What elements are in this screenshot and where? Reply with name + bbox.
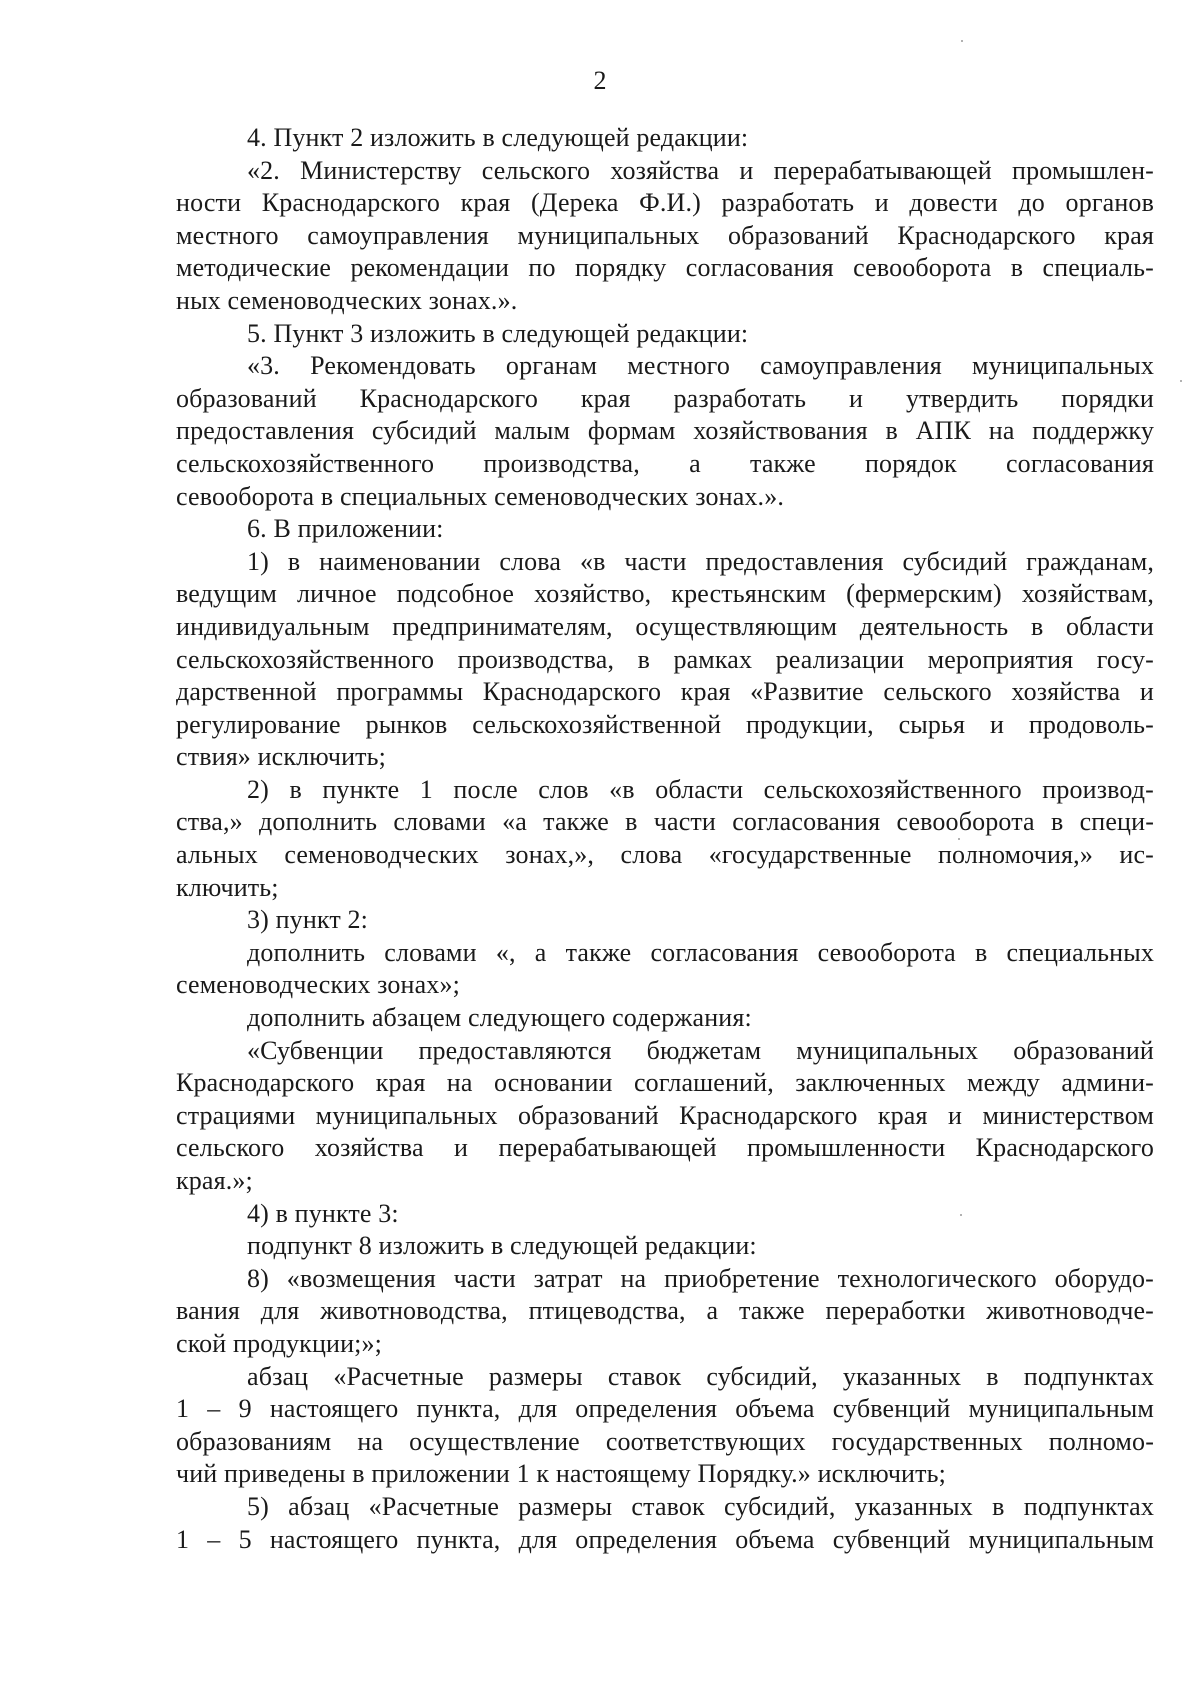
text-line: «Субвенции предоставляются бюджетам муниципальных образований [247, 1035, 1154, 1065]
text-line: ности Краснодарского края (Дерека Ф.И.) разработать и довести до органов [176, 188, 1154, 218]
text-line: дарственной программы Краснодарского края «Развитие сельского хозяйства и [176, 677, 1154, 707]
text-line: 5. Пункт 3 изложить в следующей редакции: [247, 318, 749, 348]
text-line: сельскохозяйственного производства, а также порядок согласования [176, 448, 1154, 478]
text-line: чий приведены в приложении 1 к настоящему Порядку.» исключить; [176, 1459, 947, 1489]
text-line: альных семеноводческих зонах,», слова «государственные полномочия,» ис- [176, 840, 1154, 870]
text-line: ведущим личное подсобное хозяйство, крестьянским (фермерским) хозяйствам, [176, 579, 1154, 609]
text-line: 5) абзац «Расчетные размеры ставок субсидий, указанных в подпунктах [247, 1491, 1154, 1521]
text-line: 1 – 5 настоящего пункта, для определения объема субвенций муниципальным [176, 1524, 1154, 1554]
text-line: ных семеноводческих зонах.». [176, 285, 518, 315]
document-body [176, 122, 1154, 1556]
text-line: методические рекомендации по порядку согласования севооборота в специаль- [176, 253, 1154, 283]
scan-speck [960, 1214, 962, 1216]
scan-speck [958, 838, 960, 840]
text-line: образований Краснодарского края разработать и утвердить порядки [176, 383, 1154, 413]
text-line: семеноводческих зонах»; [176, 970, 460, 1000]
text-line: «3. Рекомендовать органам местного самоуправления муниципальных [247, 351, 1154, 381]
text-line: 8) «возмещения части затрат на приобретение технологического оборудо- [247, 1263, 1154, 1293]
text-line: индивидуальным предпринимателям, осуществляющим деятельность в области [176, 611, 1154, 641]
text-line: образованиям на осуществление соответствующих государственных полномо- [176, 1426, 1154, 1456]
text-line: Краснодарского края на основании соглашений, заключенных между админи- [176, 1068, 1154, 1098]
text-line: ключить; [176, 872, 279, 902]
text-line: предоставления субсидий малым формам хозяйствования в АПК на поддержку [176, 416, 1154, 446]
text-line: 1) в наименовании слова «в части предоставления субсидий гражданам, [247, 546, 1154, 576]
text-line: 3) пункт 2: [247, 905, 369, 935]
text-line: ской продукции;»; [176, 1328, 383, 1358]
text-line: 4) в пункте 3: [247, 1198, 399, 1228]
text-line: 1 – 9 настоящего пункта, для определения объема субвенций муниципальным [176, 1394, 1154, 1424]
text-line: края.»; [176, 1166, 253, 1195]
text-line: абзац «Расчетные размеры ставок субсидий, указанных в подпунктах [247, 1361, 1154, 1391]
text-line: ства,» дополнить словами «а также в части согласования севооборота в специ- [176, 807, 1154, 837]
text-line: дополнить словами «, а также согласования севооборота в специальных [247, 937, 1154, 967]
page-number: 2 [593, 66, 607, 95]
text-line: ствия» исключить; [176, 742, 387, 772]
text-line: вания для животноводства, птицеводства, а также переработки животноводче- [176, 1296, 1154, 1326]
text-line: 4. Пункт 2 изложить в следующей редакции: [247, 123, 749, 152]
text-line: страциями муниципальных образований Краснодарского края и министерством [176, 1100, 1154, 1130]
text-line: 6. В приложении: [247, 514, 444, 544]
text-line: подпункт 8 изложить в следующей редакции: [247, 1231, 757, 1261]
scan-speck [1180, 380, 1182, 382]
text-line: сельского хозяйства и перерабатывающей промышленности Краснодарского [176, 1133, 1154, 1163]
text-line: местного самоуправления муниципальных образований Краснодарского края [176, 220, 1154, 250]
scan-speck [961, 40, 963, 42]
text-line: 2) в пункте 1 после слов «в области сельскохозяйственного производ- [247, 774, 1154, 804]
text-line: дополнить абзацем следующего содержания: [247, 1003, 752, 1033]
text-line: севооборота в специальных семеноводческих зонах.». [176, 481, 784, 511]
text-line: регулирование рынков сельскохозяйственной продукции, сырья и продоволь- [176, 709, 1154, 739]
text-line: сельскохозяйственного производства, в рамках реализации мероприятия госу- [176, 644, 1154, 674]
text-line: «2. Министерству сельского хозяйства и перерабатывающей промышлен- [247, 155, 1154, 185]
